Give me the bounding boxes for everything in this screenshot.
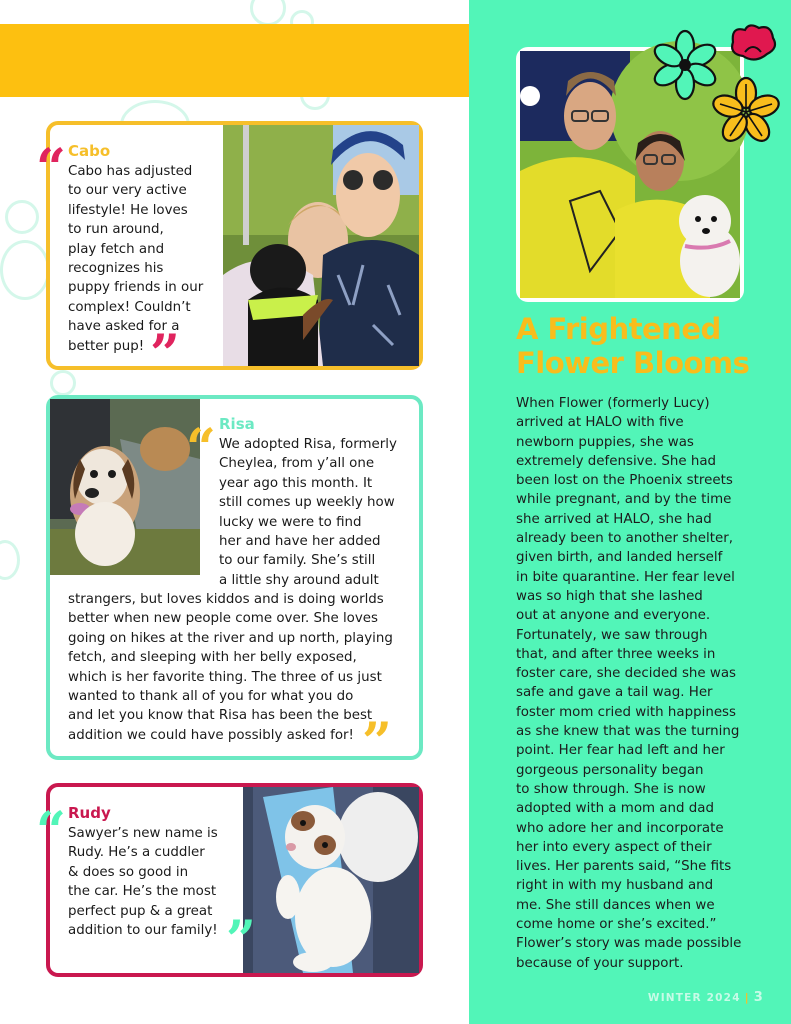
- feature-body: When Flower (formerly Lucy) arrived at HALO with five newborn puppies, she was extremely defensive. She had been lost on the Phoenix streets while pregnant, and by the time she arrived at HALO, she had already been to another shelter, given birth, and landed herself in bite quarantine. Her fear level was so high that she lashed out at anyone and everyone. Fortunately, we saw through that, and after three weeks in foster care, she decided she was safe and gave a tail wag. Her foster mom cried with happiness as she knew that was the turning point. Her fear had left and her gorgeous personality began to show through. She is now adopted with a mom and dad who adore her and incorporate her into every aspect of their lives. Her parents said, “She fits right in with my husband and me. She still dances when we come home or she’s excited.” Flower’s story was made possible because of your support.: [516, 396, 742, 971]
- paw-print-decoration: [0, 240, 50, 300]
- header-color-bar: [0, 24, 469, 97]
- dog-name: Risa: [219, 415, 255, 433]
- story-photo: [50, 399, 200, 575]
- red-flower-icon: [727, 22, 779, 66]
- open-quote-icon: “: [36, 801, 66, 862]
- story-quote-text-wrapped: We adopted Risa, formerly Cheylea, from y’all one year ago this month. It still comes up weekly how lucky we were to find her and have her added to our family. She’s still a little shy around adult: [219, 437, 397, 588]
- teal-flower-icon: [650, 30, 720, 100]
- dog-name: Cabo: [68, 142, 111, 160]
- open-quote-icon: “: [186, 418, 216, 479]
- story-card-rudy: [36, 783, 423, 977]
- page-footer: [648, 990, 764, 1005]
- close-quote-icon: ”: [362, 712, 392, 773]
- white-puppy-photo: [243, 787, 419, 973]
- open-quote-icon: “: [36, 138, 66, 199]
- story-quote-text: Sawyer’s new name is Rudy. He’s a cuddler & does so good in the car. He’s the most perfect pup & a great addition to our family!: [68, 826, 218, 939]
- feature-title: A Frightened Flower Blooms: [516, 312, 750, 380]
- dog-name: Rudy: [68, 804, 111, 822]
- story-photo: [223, 125, 419, 366]
- couple-with-puppy-photo: [223, 125, 419, 366]
- paw-print-decoration: [250, 0, 286, 26]
- tan-dog-photo: [50, 399, 200, 575]
- footer-separator: |: [744, 992, 750, 1004]
- close-quote-icon: ”: [150, 324, 180, 385]
- story-card-risa: [46, 395, 423, 773]
- story-card-cabo: [36, 121, 423, 385]
- yellow-flower-icon: [712, 78, 780, 146]
- story-photo: [243, 787, 419, 973]
- story-quote-text-full: strangers, but loves kiddos and is doing worlds better when new people come over. She loves going on hikes at the river and up north, playing fetch, and sleeping with her belly exposed, which is her favorite thing. The three of us just wanted to thank all of you for what you do and let you know that Risa has been the best addition we could have possibly asked for!: [68, 592, 393, 743]
- close-quote-icon: ”: [226, 910, 256, 971]
- season-label: WINTER 2024: [647, 992, 741, 1004]
- paw-print-decoration: [50, 370, 76, 396]
- story-quote-text: Cabo has adjusted to our very active lifestyle! He loves to run around, play fetch and recognizes his puppy friends in our complex! Couldn’t have asked for a better pup!: [68, 164, 204, 354]
- paw-print-decoration: [0, 540, 20, 580]
- page-number: 3: [753, 990, 764, 1005]
- paw-print-decoration: [5, 200, 39, 234]
